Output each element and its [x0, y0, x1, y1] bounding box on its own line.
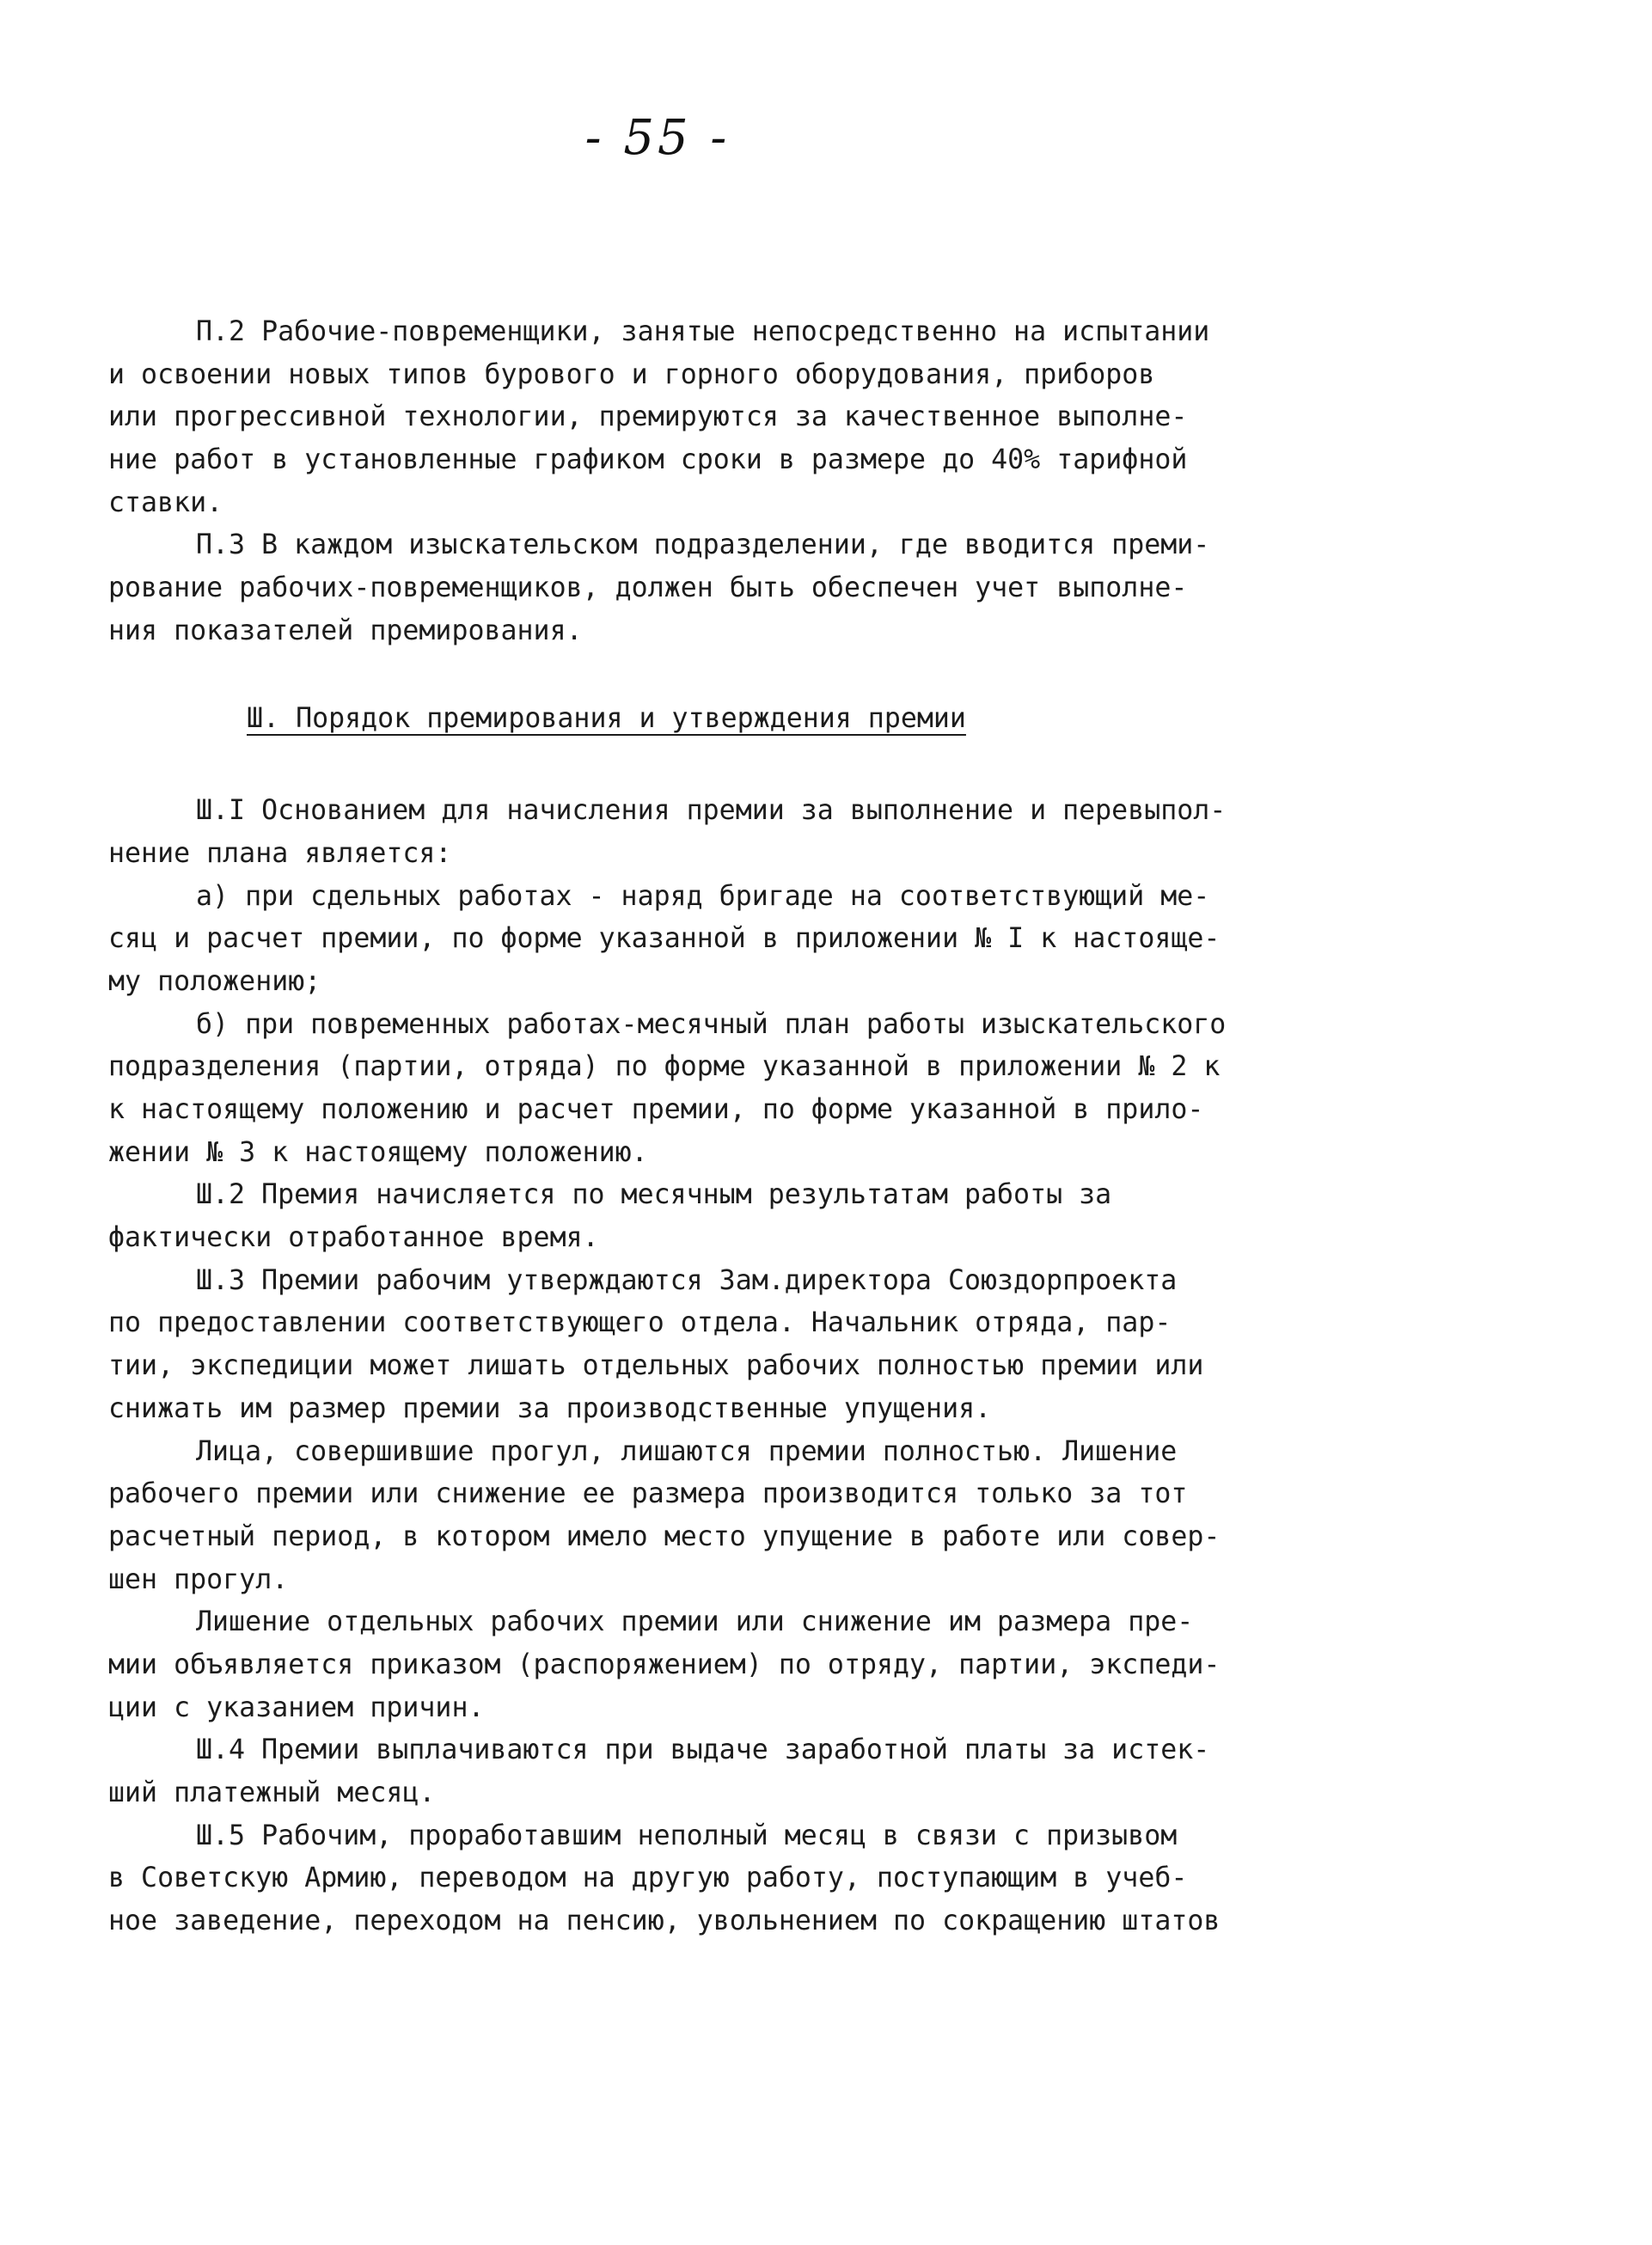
text-line: нение плана является:	[108, 837, 452, 869]
text-line: и освоении новых типов бурового и горного оборудования, приборов	[108, 358, 1155, 390]
text-line: снижать им размер премии за производственные упущения.	[108, 1392, 992, 1424]
text-line: по предоставлении соответствующего отдела. Начальник отряда, пар-	[108, 1307, 1172, 1339]
text-line: Ш.4 Премии выплачиваются при выдаче заработной платы за истек-	[196, 1734, 1210, 1766]
text-line: а) при сдельных работах - наряд бригаде на соответствующий ме-	[196, 880, 1210, 912]
text-line: к настоящему положению и расчет премии, по форме указанной в прило-	[108, 1094, 1204, 1125]
text-line: рование рабочих-повременщиков, должен быть обеспечен учет выполне-	[108, 572, 1188, 604]
text-line: или прогрессивной технологии, премируются за качественное выполне-	[108, 401, 1188, 433]
text-line: шен прогул.	[108, 1563, 289, 1595]
text-line: ние работ в установленные графиком сроки в размере до 40% тарифной	[108, 444, 1188, 476]
text-line: мии объявляется приказом (распоряжением) по отряду, партии, экспеди-	[108, 1649, 1221, 1680]
section-heading: Ш. Порядок премирования и утверждения премии	[247, 702, 966, 734]
text-line: фактически отработанное время.	[108, 1222, 599, 1254]
text-line: Ш.I Основанием для начисления премии за выполнение и перевыпол-	[196, 795, 1227, 827]
text-line: рабочего премии или снижение ее размера производится только за тот	[108, 1478, 1188, 1510]
text-line: сяц и расчет премии, по форме указанной в приложении № I к настояще-	[108, 923, 1221, 955]
section-gap	[108, 653, 1286, 698]
text-line: ния показателей премирования.	[108, 615, 583, 646]
text-line: ное заведение, переходом на пенсию, увольнением по сокращению штатов	[108, 1905, 1221, 1937]
text-line: Ш.5 Рабочим, проработавшим неполный месяц в связи с призывом	[196, 1820, 1178, 1851]
text-line: в Советскую Армию, переводом на другую работу, поступающим в учеб-	[108, 1863, 1188, 1894]
text-line: П.3 В каждом изыскательском подразделении, где вводится преми-	[196, 529, 1210, 561]
text-line: му положению;	[108, 965, 321, 997]
text-line: жении № 3 к настоящему положению.	[108, 1136, 648, 1168]
text-line: тии, экспедиции может лишать отдельных рабочих полностью премии или	[108, 1350, 1204, 1382]
text-line: б) при повременных работах-месячный план работы изыскательского	[196, 1008, 1227, 1040]
text-line: ший платежный месяц.	[108, 1777, 436, 1808]
text-line: Лишение отдельных рабочих премии или снижение им размера пре-	[196, 1606, 1194, 1638]
text-line: ставки.	[108, 486, 223, 518]
text-line: расчетный период, в котором имело место упущение в работе или совер-	[108, 1520, 1221, 1552]
document-body	[108, 311, 1286, 1943]
text-line: Лица, совершившие прогул, лишаются премии полностью. Лишение	[196, 1435, 1178, 1467]
section-gap	[108, 740, 1286, 790]
text-line: ции с указанием причин.	[108, 1691, 485, 1723]
page-number: - 55 -	[584, 110, 731, 166]
text-line: Ш.3 Премии рабочим утверждаются Зам.директора Союздорпроекта	[196, 1264, 1178, 1296]
text-line: Ш.2 Премия начисляется по месячным результатам работы за	[196, 1179, 1112, 1211]
text-line: П.2 Рабочие-повременщики, занятые непосредственно на испытании	[196, 316, 1210, 347]
text-line: подразделения (партии, отряда) по форме указанной в приложении № 2 к	[108, 1051, 1221, 1083]
